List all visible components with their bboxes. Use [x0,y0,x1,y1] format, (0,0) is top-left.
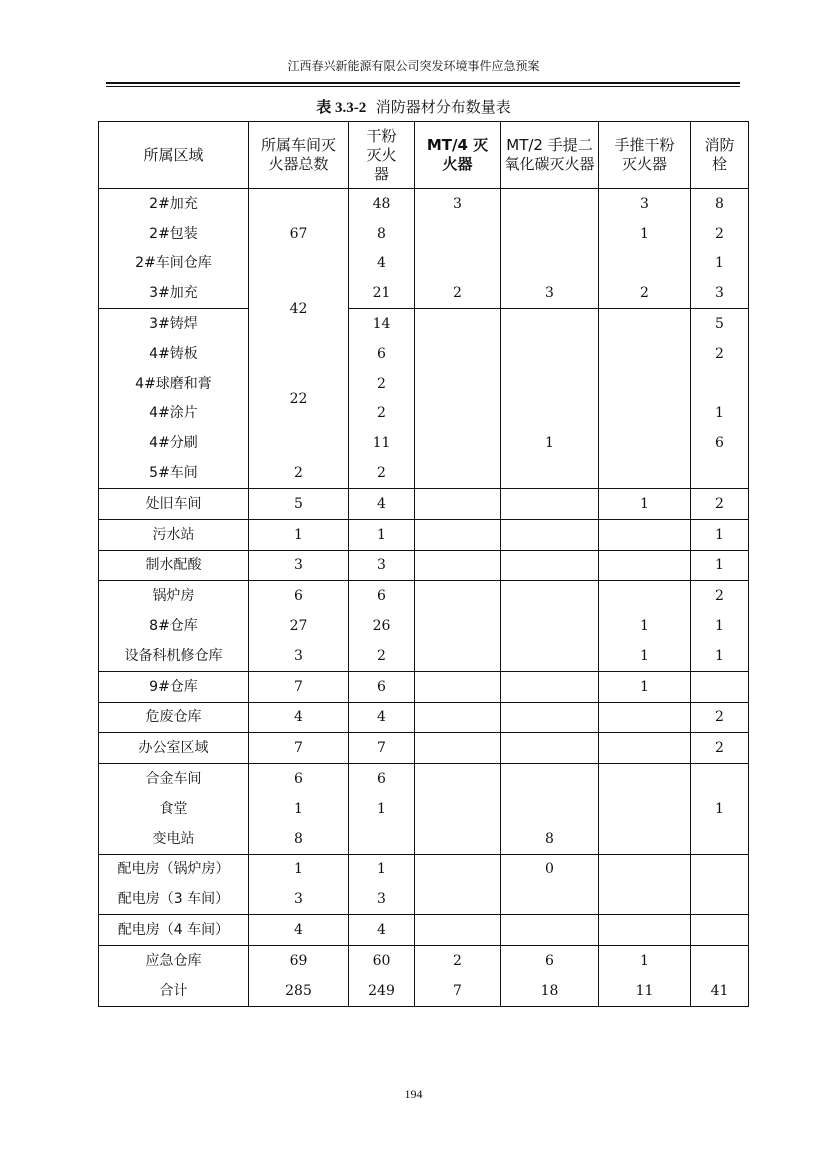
cell-dry-powder: 21 [349,278,415,308]
cell-mt2-co2 [501,369,599,399]
cell-dry-powder: 4 [349,915,415,946]
cell-mt2-co2: 18 [501,976,599,1006]
table-row [99,399,749,429]
column-header-dry-powder: 干粉灭火器 [349,122,415,189]
cell-hydrant: 5 [691,309,749,339]
cell-mt4 [415,399,501,429]
cell-workshop-total: 7 [249,671,349,702]
cell-mt2-co2 [501,339,599,369]
cell-mt4 [415,219,501,249]
cell-cart-dry-powder: 1 [599,611,691,641]
cell-hydrant: 6 [691,428,749,458]
cell-area: 4#铸板 [99,339,249,369]
cell-mt2-co2 [501,794,599,824]
cell-hydrant: 1 [691,550,749,581]
cell-cart-dry-powder [599,550,691,581]
cell-dry-powder: 4 [349,488,415,519]
cell-cart-dry-powder [599,884,691,914]
table-row-total [99,976,749,1006]
table-row [99,824,749,854]
cell-cart-dry-powder [599,369,691,399]
cell-mt2-co2 [501,309,599,339]
cell-hydrant [691,824,749,854]
cell-cart-dry-powder [599,824,691,854]
cell-area: 配电房（锅炉房） [99,854,249,884]
cell-hydrant: 1 [691,641,749,671]
cell-area: 配电房（4 车间） [99,915,249,946]
cell-cart-dry-powder [599,458,691,488]
cell-hydrant: 1 [691,249,749,279]
cell-mt2-co2 [501,733,599,764]
cell-hydrant [691,458,749,488]
cell-workshop-total: 2 [249,458,349,488]
cell-cart-dry-powder [599,309,691,339]
cell-mt2-co2 [501,671,599,702]
cell-workshop-total: 5 [249,488,349,519]
cell-hydrant [691,884,749,914]
cell-workshop-total: 3 [249,641,349,671]
cell-workshop-total: 27 [249,611,349,641]
cell-mt4 [415,915,501,946]
cell-area: 3#加充 [99,278,249,308]
table-row [99,611,749,641]
table-row [99,733,749,764]
caption-title: 消防器材分布数量表 [375,98,511,116]
cell-dry-powder: 60 [349,945,415,975]
table-row [99,219,749,249]
cell-dry-powder [349,824,415,854]
cell-workshop-total: 4 [249,915,349,946]
caption-number: 表 3.3-2 [316,100,367,116]
cell-area: 食堂 [99,794,249,824]
table-row [99,702,749,733]
cell-dry-powder: 2 [349,641,415,671]
cell-workshop-total: 22 [249,339,349,458]
cell-cart-dry-powder: 2 [599,278,691,308]
cell-mt2-co2 [501,189,599,219]
cell-hydrant [691,369,749,399]
cell-mt2-co2 [501,519,599,550]
cell-mt4: 7 [415,976,501,1006]
cell-area: 合金车间 [99,764,249,794]
cell-mt4 [415,702,501,733]
cell-mt4 [415,764,501,794]
cell-cart-dry-powder [599,428,691,458]
cell-mt2-co2: 6 [501,945,599,975]
header-rule-thick [106,82,740,84]
cell-cart-dry-powder [599,702,691,733]
cell-hydrant: 41 [691,976,749,1006]
cell-mt2-co2: 0 [501,854,599,884]
cell-cart-dry-powder: 1 [599,945,691,975]
cell-area: 2#加充 [99,189,249,219]
table-row [99,369,749,399]
cell-dry-powder: 14 [349,309,415,339]
cell-area: 9#仓库 [99,671,249,702]
cell-mt4 [415,884,501,914]
table-row [99,671,749,702]
cell-mt4 [415,641,501,671]
cell-cart-dry-powder: 1 [599,219,691,249]
cell-cart-dry-powder: 1 [599,671,691,702]
cell-mt4 [415,519,501,550]
cell-mt2-co2 [501,915,599,946]
cell-area: 3#铸焊 [99,309,249,339]
table-row [99,428,749,458]
cell-dry-powder: 2 [349,369,415,399]
cell-mt2-co2 [501,219,599,249]
cell-area: 4#球磨和膏 [99,369,249,399]
cell-mt2-co2 [501,641,599,671]
cell-area: 2#包装 [99,219,249,249]
table-row [99,458,749,488]
cell-hydrant [691,945,749,975]
cell-mt4 [415,550,501,581]
table-caption [0,96,827,117]
cell-hydrant: 1 [691,399,749,429]
cell-cart-dry-powder: 11 [599,976,691,1006]
cell-area: 锅炉房 [99,581,249,611]
cell-mt2-co2 [501,458,599,488]
cell-cart-dry-powder [599,915,691,946]
table-row [99,189,749,219]
cell-workshop-total: 6 [249,581,349,611]
cell-workshop-total: 67 [249,189,349,279]
cell-area: 处旧车间 [99,488,249,519]
cell-hydrant [691,764,749,794]
table-row [99,884,749,914]
page-number: 194 [404,1087,423,1101]
cell-mt4 [415,488,501,519]
column-header-hydrant: 消防栓 [691,122,749,189]
document-header: 江西春兴新能源有限公司突发环境事件应急预案 [287,59,540,73]
cell-mt4 [415,339,501,369]
cell-dry-powder: 1 [349,854,415,884]
cell-cart-dry-powder [599,733,691,764]
cell-mt2-co2 [501,611,599,641]
table-row [99,550,749,581]
cell-mt4: 3 [415,189,501,219]
cell-mt4 [415,824,501,854]
table-row [99,309,749,339]
cell-workshop-total: 285 [249,976,349,1006]
table-row [99,945,749,975]
cell-dry-powder: 4 [349,249,415,279]
cell-hydrant: 2 [691,339,749,369]
cell-area: 合计 [99,976,249,1006]
cell-dry-powder: 6 [349,339,415,369]
cell-hydrant: 1 [691,611,749,641]
table-row [99,249,749,279]
header-rule-thin [106,86,740,87]
cell-area: 2#车间仓库 [99,249,249,279]
cell-area: 办公室区域 [99,733,249,764]
cell-mt4 [415,581,501,611]
cell-mt4 [415,309,501,339]
cell-cart-dry-powder: 3 [599,189,691,219]
cell-workshop-total: 69 [249,945,349,975]
cell-workshop-total: 1 [249,519,349,550]
table-row [99,915,749,946]
cell-area: 应急仓库 [99,945,249,975]
cell-mt4 [415,794,501,824]
cell-hydrant: 2 [691,702,749,733]
cell-hydrant: 2 [691,733,749,764]
cell-workshop-total: 4 [249,702,349,733]
cell-dry-powder: 249 [349,976,415,1006]
cell-area: 4#分刷 [99,428,249,458]
cell-cart-dry-powder: 1 [599,641,691,671]
cell-dry-powder: 3 [349,550,415,581]
cell-mt2-co2 [501,702,599,733]
cell-dry-powder: 2 [349,399,415,429]
cell-dry-powder: 3 [349,884,415,914]
cell-mt4: 2 [415,945,501,975]
cell-workshop-total: 3 [249,550,349,581]
cell-hydrant [691,671,749,702]
cell-area: 设备科机修仓库 [99,641,249,671]
table-row [99,764,749,794]
table-row [99,641,749,671]
table-row [99,339,749,369]
cell-cart-dry-powder [599,794,691,824]
cell-mt2-co2: 3 [501,278,599,308]
cell-mt4 [415,854,501,884]
cell-area: 8#仓库 [99,611,249,641]
cell-area: 制水配酸 [99,550,249,581]
cell-hydrant: 2 [691,488,749,519]
cell-area: 配电房（3 车间） [99,884,249,914]
column-header-mt2-co2: MT/2 手提二氧化碳灭火器 [501,122,599,189]
cell-mt2-co2: 8 [501,824,599,854]
cell-cart-dry-powder [599,519,691,550]
table-row [99,854,749,884]
cell-mt4: 2 [415,278,501,308]
cell-mt2-co2 [501,488,599,519]
cell-dry-powder: 6 [349,764,415,794]
cell-workshop-total: 8 [249,824,349,854]
cell-cart-dry-powder [599,854,691,884]
cell-dry-powder: 8 [349,219,415,249]
cell-hydrant: 2 [691,219,749,249]
cell-mt4 [415,671,501,702]
cell-workshop-total: 7 [249,733,349,764]
cell-workshop-total: 1 [249,854,349,884]
table-row [99,278,749,308]
column-header-cart-dry-powder: 手推干粉灭火器 [599,122,691,189]
cell-mt2-co2 [501,550,599,581]
cell-area: 4#涂片 [99,399,249,429]
cell-cart-dry-powder [599,764,691,794]
cell-hydrant [691,915,749,946]
cell-mt2-co2 [501,884,599,914]
cell-dry-powder: 26 [349,611,415,641]
cell-area: 污水站 [99,519,249,550]
cell-mt4 [415,458,501,488]
fire-equipment-table [98,121,749,1007]
cell-mt2-co2 [501,764,599,794]
cell-area: 危废仓库 [99,702,249,733]
cell-cart-dry-powder [599,399,691,429]
cell-workshop-total: 42 [249,278,349,339]
cell-workshop-total: 3 [249,884,349,914]
cell-hydrant: 1 [691,794,749,824]
cell-mt2-co2 [501,249,599,279]
cell-mt4 [415,249,501,279]
cell-cart-dry-powder [599,339,691,369]
table-row [99,581,749,611]
cell-mt4 [415,428,501,458]
column-header-workshop-total: 所属车间灭火器总数 [249,122,349,189]
cell-hydrant: 1 [691,519,749,550]
cell-dry-powder: 6 [349,581,415,611]
cell-dry-powder: 48 [349,189,415,219]
cell-hydrant: 8 [691,189,749,219]
cell-mt2-co2 [501,399,599,429]
cell-workshop-total: 1 [249,794,349,824]
cell-dry-powder: 7 [349,733,415,764]
cell-dry-powder: 11 [349,428,415,458]
cell-cart-dry-powder [599,249,691,279]
cell-area: 变电站 [99,824,249,854]
column-header-mt4: MT/4 灭火器 [415,122,501,189]
cell-dry-powder: 4 [349,702,415,733]
table-row [99,519,749,550]
cell-workshop-total: 6 [249,764,349,794]
cell-hydrant [691,854,749,884]
cell-hydrant: 3 [691,278,749,308]
cell-mt4 [415,369,501,399]
table-row [99,488,749,519]
cell-mt2-co2 [501,581,599,611]
cell-dry-powder: 1 [349,519,415,550]
column-header-area: 所属区域 [99,122,249,189]
cell-cart-dry-powder: 1 [599,488,691,519]
cell-dry-powder: 1 [349,794,415,824]
cell-area: 5#车间 [99,458,249,488]
cell-cart-dry-powder [599,581,691,611]
cell-hydrant: 2 [691,581,749,611]
cell-mt4 [415,733,501,764]
cell-mt4 [415,611,501,641]
cell-mt2-co2: 1 [501,428,599,458]
cell-dry-powder: 2 [349,458,415,488]
cell-dry-powder: 6 [349,671,415,702]
table-row [99,794,749,824]
